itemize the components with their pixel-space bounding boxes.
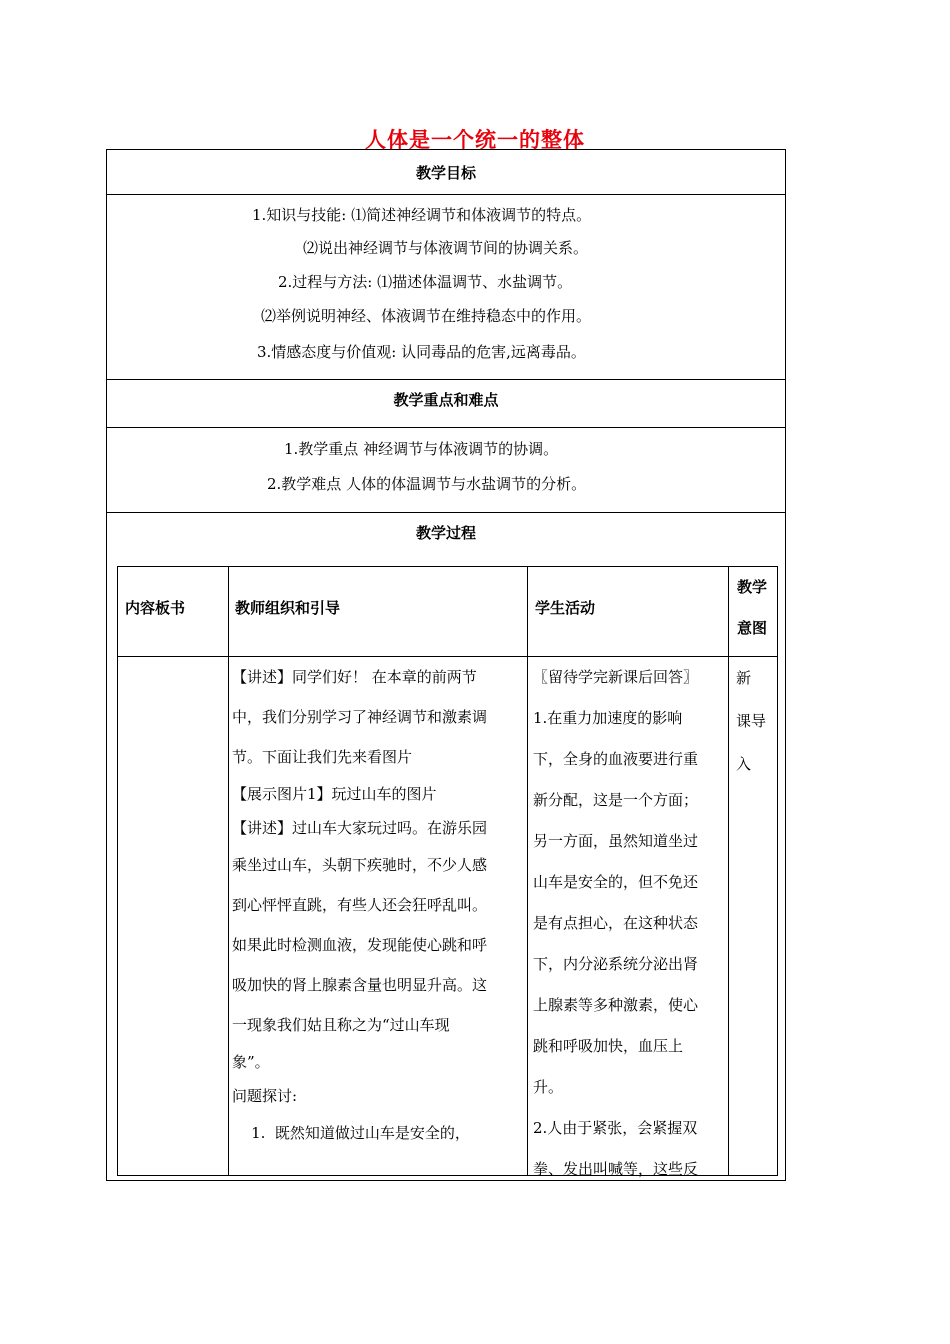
student-line: 上腺素等多种激素，使心 xyxy=(533,996,699,1014)
student-line: 2.人由于紧张，会紧握双 xyxy=(533,1119,698,1137)
col-header-teacher: 教师组织和引导 xyxy=(235,599,341,617)
teacher-line: 到心怦怦直跳，有些人还会狂呼乱叫。 xyxy=(232,896,488,914)
student-line: 1.在重力加速度的影响 xyxy=(533,709,683,727)
teacher-line: 如果此时检测血液，发现能使心跳和呼 xyxy=(232,936,488,954)
goal-line: 3.情感态度与价值观: 认同毒品的危害,远离毒品。 xyxy=(257,343,586,361)
teacher-line: 吸加快的肾上腺素含量也明显升高。这 xyxy=(232,976,488,994)
column-divider xyxy=(527,567,528,1175)
col-header-content: 内容板书 xyxy=(125,599,186,617)
process-header: 教学过程 xyxy=(415,524,476,542)
divider xyxy=(107,427,785,428)
teacher-line: 乘坐过山车，头朝下疾驰时，不少人感 xyxy=(232,856,488,874)
divider xyxy=(107,512,785,513)
col-header-intent-1: 教学 xyxy=(737,578,768,596)
goal-line: ⑵说出神经调节与体液调节间的协调关系。 xyxy=(303,239,589,257)
goal-line: ⑵举例说明神经、体液调节在维持稳态中的作用。 xyxy=(261,307,592,325)
intent-line: 课导 xyxy=(736,712,767,730)
teacher-line: 【讲述】同学们好！ 在本章的前两节 xyxy=(232,668,477,686)
divider xyxy=(107,194,785,195)
goal-line: 2.过程与方法: ⑴描述体温调节、水盐调节。 xyxy=(278,273,573,291)
goal-line: 1.知识与技能: ⑴简述神经调节和体液调节的特点。 xyxy=(252,206,592,224)
goals-header: 教学目标 xyxy=(415,164,476,182)
lesson-plan-table xyxy=(106,149,786,1181)
teacher-line: 象”。 xyxy=(232,1053,270,1071)
intent-line: 新 xyxy=(736,669,752,687)
page-title: 人体是一个统一的整体 xyxy=(365,128,585,152)
student-line: 山车是安全的，但不免还 xyxy=(533,873,699,891)
column-divider xyxy=(728,567,729,1175)
student-line: 升。 xyxy=(533,1078,564,1096)
teaching-intent xyxy=(736,657,776,786)
student-line: 下，全身的血液要进行重 xyxy=(533,750,699,768)
teacher-line: 【讲述】过山车大家玩过吗。在游乐园 xyxy=(232,819,488,837)
student-line: 拳、发出叫喊等，这些反 xyxy=(533,1160,699,1178)
teacher-line: 节。下面让我们先来看图片 xyxy=(232,748,413,766)
intent-line: 入 xyxy=(736,755,752,773)
student-activity xyxy=(533,657,727,1190)
student-line: 另一方面，虽然知道坐过 xyxy=(533,832,699,850)
col-header-student: 学生活动 xyxy=(535,599,596,617)
teacher-guidance xyxy=(232,657,524,1153)
keypoints-header: 教学重点和难点 xyxy=(393,391,499,409)
student-line: 〖留待学完新课后回答〗 xyxy=(533,668,699,686)
keypoint-line: 2.教学难点 人体的体温调节与水盐调节的分析。 xyxy=(267,475,587,493)
col-header-intent-2: 意图 xyxy=(737,619,768,637)
column-divider xyxy=(228,567,229,1175)
divider xyxy=(107,379,785,380)
student-line: 是有点担心，在这种状态 xyxy=(533,914,699,932)
process-table xyxy=(117,566,778,1176)
teacher-line: 一现象我们姑且称之为“过山车现 xyxy=(232,1016,450,1034)
keypoint-line: 1.教学重点 神经调节与体液调节的协调。 xyxy=(284,440,559,458)
student-line: 跳和呼吸加快，血压上 xyxy=(533,1037,684,1055)
student-line: 下，内分泌系统分泌出肾 xyxy=(533,955,699,973)
teacher-line: 中，我们分别学习了神经调节和激素调 xyxy=(232,708,488,726)
student-line: 新分配，这是一个方面； xyxy=(533,791,699,809)
teacher-line: 【展示图片1】玩过山车的图片 xyxy=(232,785,437,803)
teacher-line: 1. 既然知道做过山车是安全的， xyxy=(232,1124,470,1142)
teacher-line: 问题探讨: xyxy=(232,1087,298,1105)
